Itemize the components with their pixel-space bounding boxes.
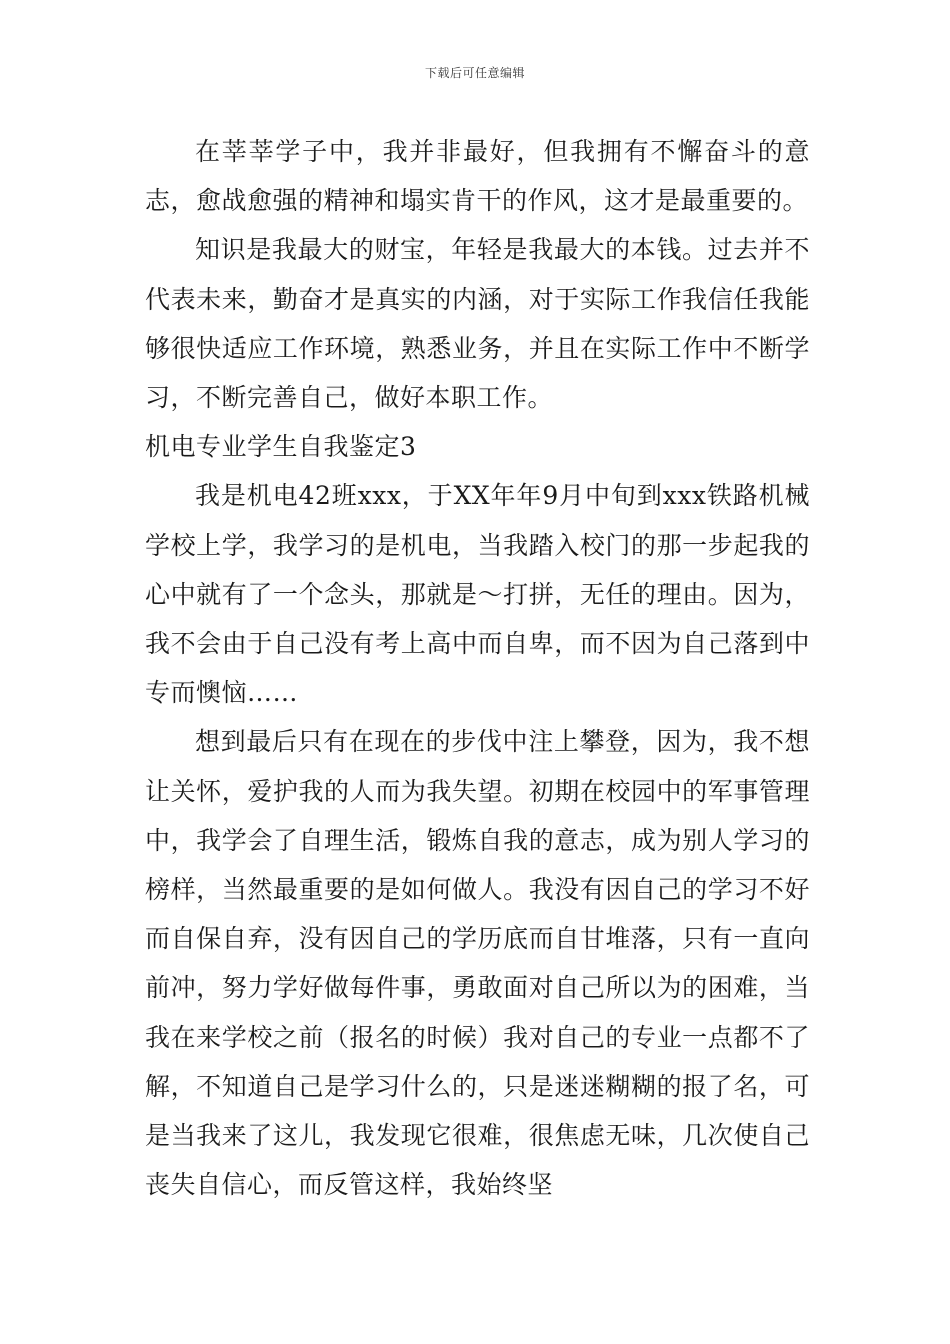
paragraph-4: 想到最后只有在现在的步伐中注上攀登，因为，我不想让关怀，爱护我的人而为我失望。初期在校园中的军事管理中，我学会了自理生活，锻炼自我的意志，成为别人学习的榜样，当然最重要的是如何做人。我没有因自己的学习不好而自保自弃，没有因自己的学历底而自甘堆落，只有一直向前冲，努力学好做每件事，勇敢面对自己所以为的困难，当我在来学校之前（报名的时候）我对自己的专业一点都不了解，不知道自己是学习什么的，只是迷迷糊糊的报了名，可是当我来了这儿，我发现它很难，很焦虑无味，几次使自己丧失自信心，而反管这样，我始终坚 (145, 727, 810, 1200)
paragraph-1: 在莘莘学子中，我并非最好，但我拥有不懈奋斗的意志，愈战愈强的精神和塌实肯干的作风，这才是最重要的。 (145, 137, 810, 216)
paragraph-2: 知识是我最大的财宝，年轻是我最大的本钱。过去并不代表未来，勤奋才是真实的内涵，对于实际工作我信任我能够很快适应工作环境，熟悉业务，并且在实际工作中不断学习，不断完善自己，做好本职工作。 (145, 235, 810, 413)
paragraph-3: 我是机电42班xxx，于XX年年9月中旬到xxx铁路机械学校上学，我学习的是机电，当我踏入校门的那一步起我的心中就有了一个念头，那就是～打拼，无任的理由。因为，我不会由于自己没有考上高中而自卑，而不因为自己落到中专而懊恼…… (145, 481, 810, 708)
header-note: 下载后可任意编辑 (424, 66, 525, 80)
section-title: 机电专业学生自我鉴定3 (145, 432, 417, 462)
document-body (145, 127, 810, 1209)
